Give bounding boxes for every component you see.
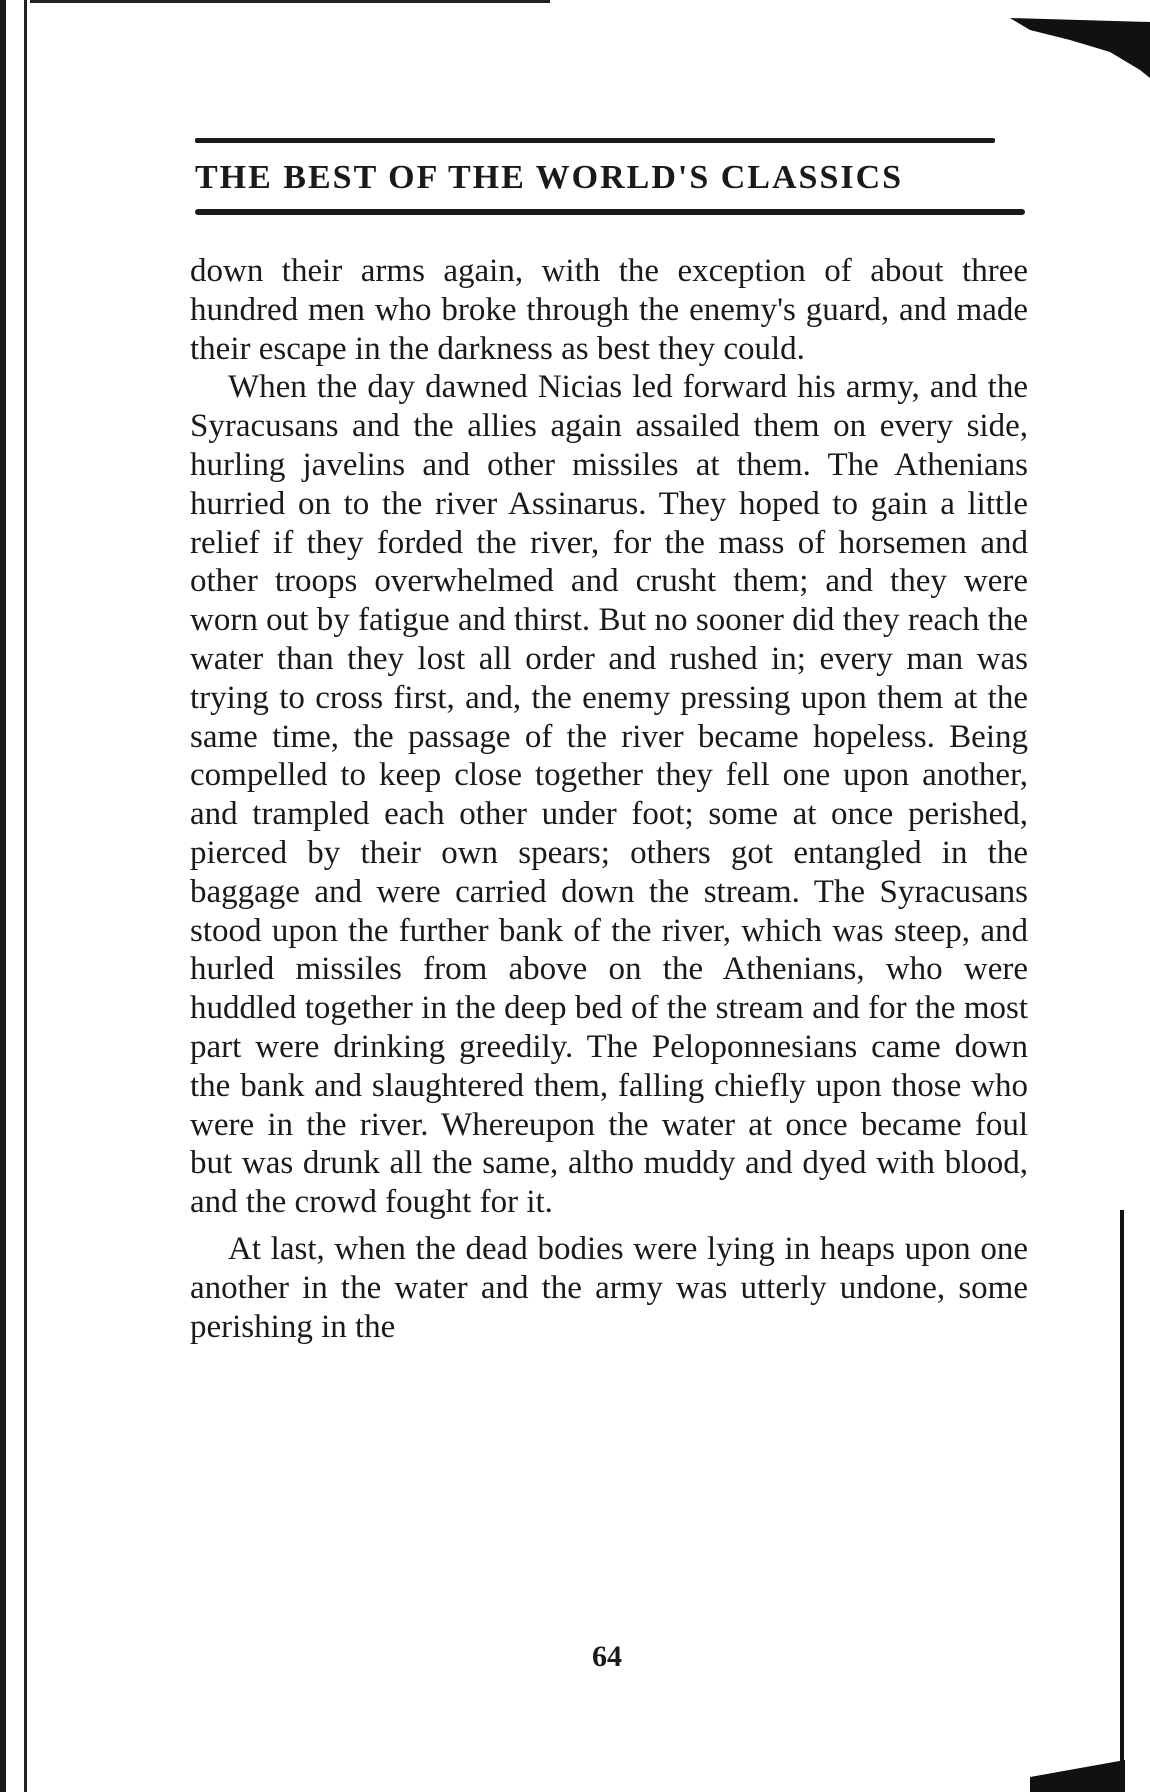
running-title: THE BEST OF THE WORLD'S CLASSICS xyxy=(195,159,904,196)
paragraph-2: When the day dawned Nicias led forward his army, and the Syracusans and the allies again assailed them on every side, hurling javelins and other missiles at them. The Athenians hurried on to the river Assinarus. They hoped to gain a little relief if they forded the river, for the mass of horsemen and other troops overwhelmed and crusht them; and they were worn out by fatigue and thirst. But no sooner did they reach the water than they lost all order and rushed in; every man was trying to cross first, and, the enemy pressing upon them at the same time, the passage of the river became hopeless. Being compelled to keep close together they fell one upon another, and trampled each other under foot; some at once perished, pierced by their own spears; others got entangled in the baggage and were carried down the stream. The Syracusans stood upon the further bank of the river, which was steep, and hurled missiles from above on the Athenians, who were huddled together in the deep bed of the stream and for the most part were drinking greedily. The Peloponnesians came down the bank and slaughtered them, falling chiefly upon those who were in the river. Whereupon the water at once became foul but was drunk all the same, altho muddy and dyed with blood, and the crowd fought for it. xyxy=(190,369,1028,1221)
scan-right-bar xyxy=(1120,1210,1124,1792)
body-text xyxy=(190,252,1028,1346)
scan-bottom-corner xyxy=(1030,1732,1150,1792)
scan-top-rule xyxy=(30,0,550,3)
scan-left-edge xyxy=(0,0,34,1792)
header-rule-top xyxy=(195,138,995,143)
running-head xyxy=(195,138,1025,215)
paragraph-3: At last, when the dead bodies were lying in heaps upon one another in the water and the army was utterly undone, some perishing in the xyxy=(190,1230,1028,1345)
page-number: 64 xyxy=(592,1640,622,1673)
header-rule-bottom xyxy=(195,209,1025,215)
scan-corner-mark xyxy=(950,0,1150,80)
paragraph-1: down their arms again, with the exception of about three hundred men who broke through the enemy's guard, and made their escape in the darkness as best they could. xyxy=(190,253,1028,367)
